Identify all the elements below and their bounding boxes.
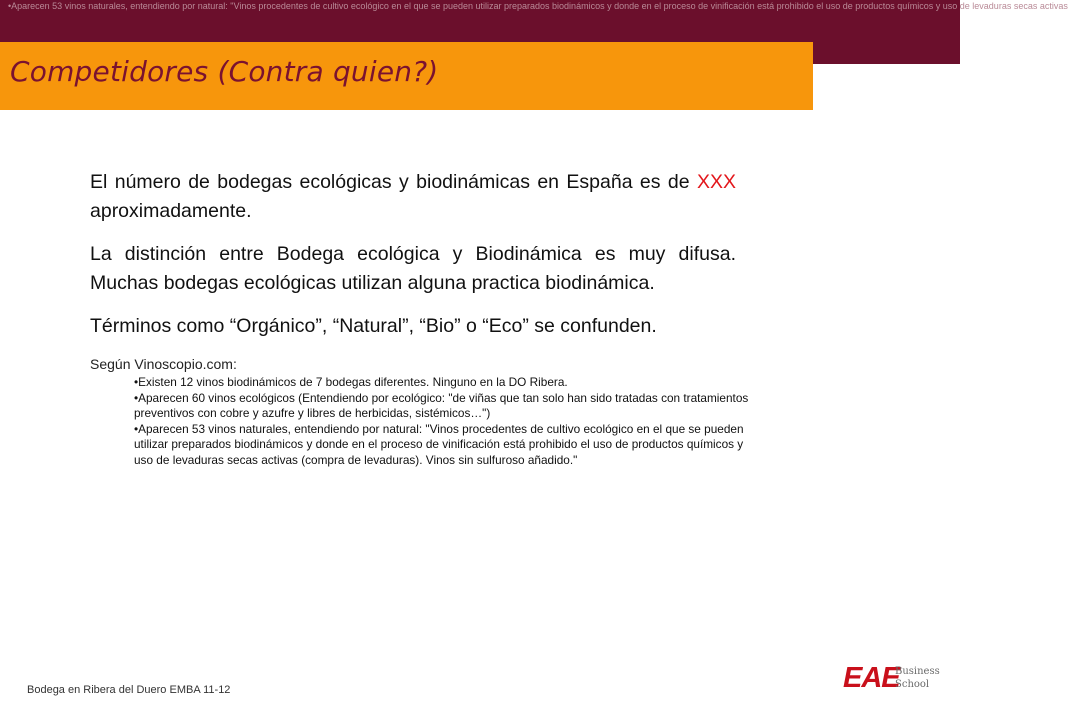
paragraph-count	[90, 168, 736, 226]
banner-text: •Aparecen 53 vinos naturales, entendiendo por natural: "Vinos procedentes de cultivo ecológico en el que se pueden utilizar preparados biodinámicos y donde en el proceso de vinificación está prohibido el uso de productos químicos y uso de levaduras secas activas	[8, 1, 1068, 11]
bullet-biodynamic: •Existen 12 vinos biodinámicos de 7 bodegas diferentes. Ninguno en la DO Ribera.	[134, 375, 568, 389]
slide-body	[90, 168, 749, 468]
bullet-ecological: •Aparecen 60 vinos ecológicos (Entendiendo por ecológico: "de viñas que tan solo han sido tratadas con tratamientos preventivos con cobre y azufre y libres de herbicidas, sistémicos…")	[134, 390, 749, 420]
logo-word-business: Business	[895, 666, 940, 677]
source-intro: Según Vinoscopio.com:	[90, 356, 237, 372]
logo-word-school: School	[895, 679, 930, 690]
paragraph-terms: Términos como “Orgánico”, “Natural”, “Bio” o “Eco” se confunden.	[90, 315, 657, 337]
logo-mark: EAE	[843, 662, 900, 694]
count-placeholder: XXX	[696, 171, 736, 193]
eae-business-school-logo	[843, 660, 940, 696]
footer-text: Bodega en Ribera del Duero EMBA 11-12	[27, 684, 231, 696]
bullet-natural: •Aparecen 53 vinos naturales, entendiendo por natural: "Vinos procedentes de cultivo ecológico en el que se pueden utilizar preparados biodinámicos y donde en el proceso de vinificación está prohibido el uso de productos químicos y uso de levaduras secas activas (compra de levaduras). Vinos sin sulfuroso añadido."	[134, 421, 744, 467]
paragraph-count-tail: aproximadamente.	[90, 200, 252, 222]
paragraph-count-lead: El número de bodegas ecológicas y biodinámicas en España es de	[90, 171, 697, 193]
source-bullet-list	[134, 375, 754, 468]
slide-title: Competidores (Contra quien?)	[10, 55, 439, 88]
paragraph-distinction: La distinción entre Bodega ecológica y Biodinámica es muy difusa. Muchas bodegas ecológicas utilizan alguna practica biodinámica.	[90, 243, 736, 294]
